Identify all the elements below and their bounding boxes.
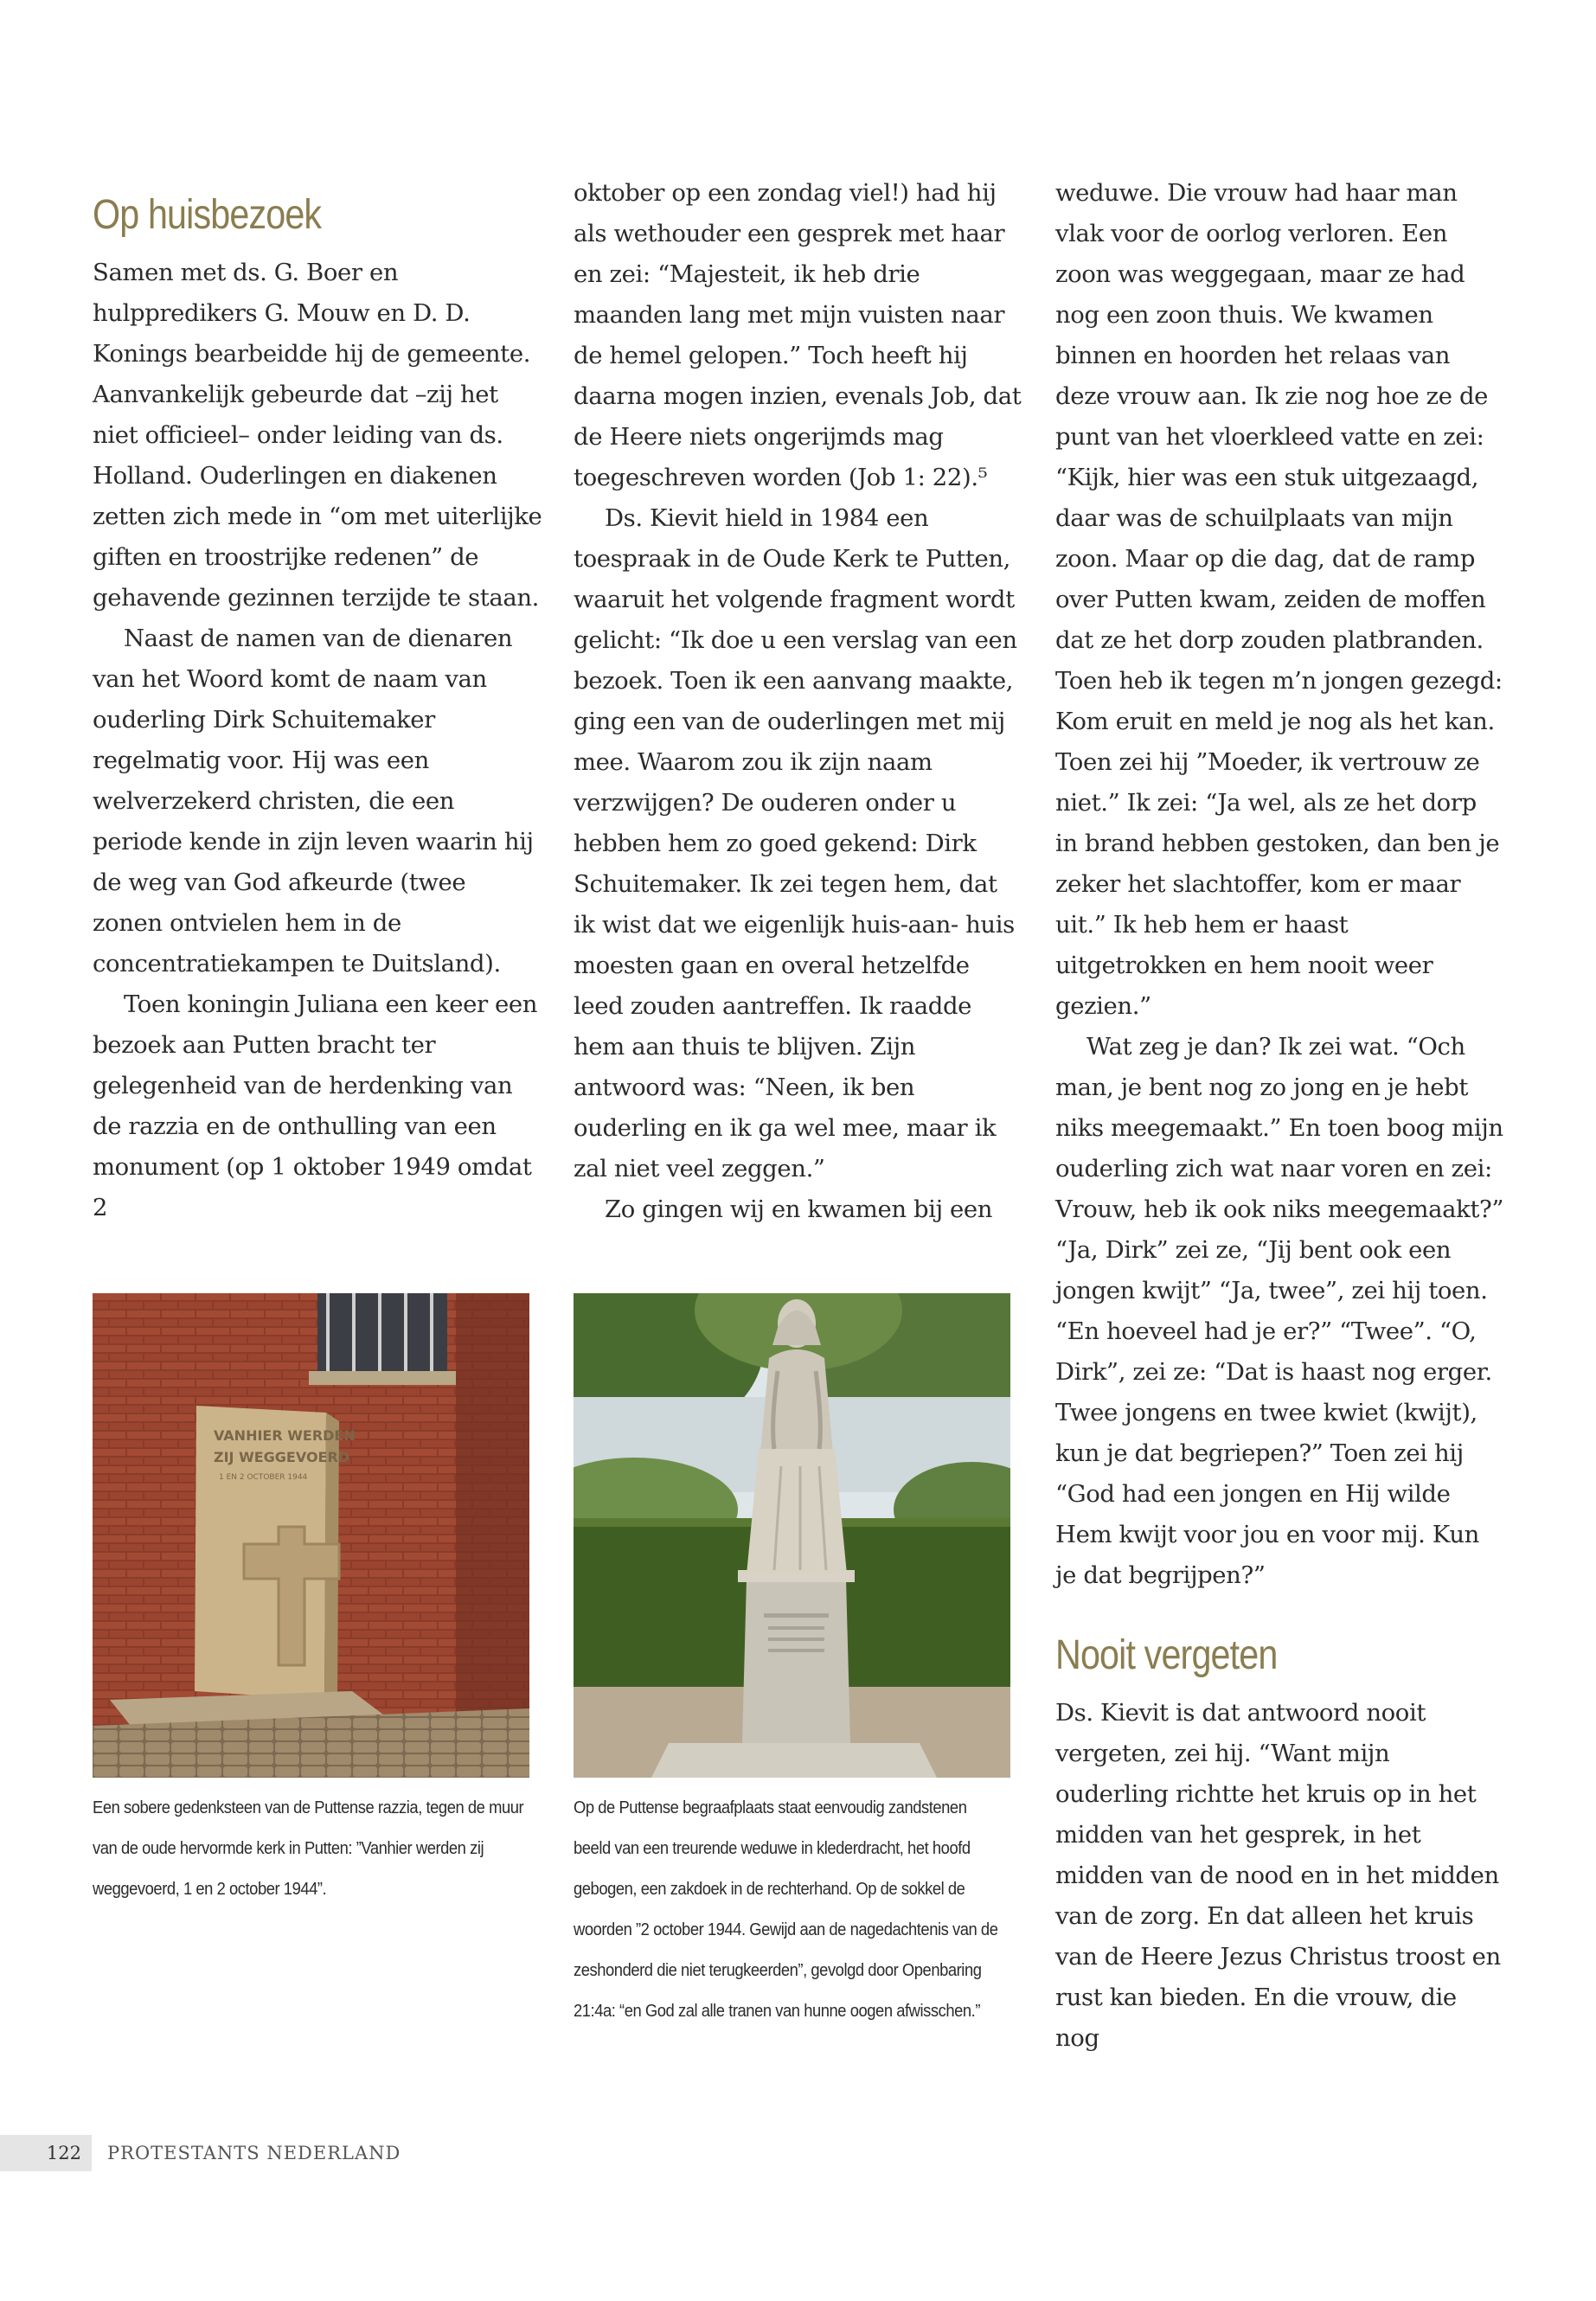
figure-caption: Een sobere gedenksteen van de Puttense razzia, tegen de muur van de oude hervormde kerk in Putten: ”Vanhier werden zij weggevoerd, 1 en 2 october 1944”. [93, 1798, 524, 1899]
section-heading-nooit-vergeten: Nooit vergeten [1055, 1632, 1278, 1678]
paragraph: Zo gingen wij en kwamen bij een [605, 1195, 993, 1223]
memorial-stone-photo [93, 1293, 529, 1778]
stone-inscription: VANHIER WERDEN [214, 1427, 356, 1444]
paragraph: Ds. Kievit is dat antwoord nooit vergeten, zei hij. “Want mijn ouderling richtte het kruis op in het midden van het gesprek, in het midden van de nood en in het midden van de zorg. En dat alleen het kruis van de Heere Jezus Christus troost en rust kan bieden. En die vrouw, die nog [1055, 1699, 1501, 2052]
section-heading-op-huisbezoek: Op huisbezoek [93, 192, 322, 238]
column-1 [93, 173, 542, 1228]
widow-statue-photo [574, 1293, 1010, 1778]
paragraph: weduwe. Die vrouw had haar man vlak voor de oorlog verloren. Een zoon was weggegaan, maar ze had nog een zoon thuis. We kwamen binnen en hoorden het relaas van deze vrouw aan. Ik zie nog hoe ze de punt van het vloerkleed vatte en zei: “Kijk, hier was een stuk uitgezaagd, daar was de schuilplaats van mijn zoon. Maar op die dag, dat de ramp over Putten kwam, zeiden de moffen dat ze het dorp zouden platbranden. Toen heb ik tegen m’n jongen gezegd: Kom eruit en meld je nog als het kan. Toen zei hij ”Moeder, ik vertrouw ze niet.” Ik zei: “Ja wel, als ze het dorp in brand hebben gestoken, dan ben je zeker het slachtoffer, kom er maar uit.” Ik heb hem er haast uitgetrokken en hem nooit weer gezien.” [1055, 179, 1503, 1020]
figure-widow-statue [574, 1293, 1010, 2032]
paragraph: oktober op een zondag viel!) had hij als wethouder een gesprek met haar en zei: “Majesteit, ik heb drie maanden lang met mijn vuisten naar de hemel gelopen.” Toch heeft hij daarna mogen inzien, evenals Job, dat de Heere niets ongerijmds mag toegeschreven worden (Job 1: 22).⁵ [574, 179, 1022, 491]
paragraph: Ds. Kievit hield in 1984 een toespraak in de Oude Kerk te Putten, waaruit het volgende fragment wordt gelicht: “Ik doe u een verslag van een bezoek. Toen ik een aanvang maakte, ging een van de ouderlingen met mij mee. Waarom zou ik zijn naam verzwijgen? De ouderen onder u hebben hem zo goed gekend: Dirk Schuitemaker. Ik zei tegen hem, dat ik wist dat we eigenlijk huis-aan- huis moesten gaan en overal hetzelfde leed zouden aantreffen. Ik raadde hem aan thuis te blijven. Zijn antwoord was: “Neen, ik ben ouderling en ik ga wel mee, maar ik zal niet veel zeggen.” [574, 504, 1017, 1183]
paragraph: Wat zeg je dan? Ik zei wat. “Och man, je bent nog zo jong en je hebt niks meegemaakt.” En toen boog mijn ouderling zich wat naar voren en zei: Vrouw, heb ik ook niks meegemaakt?” “Ja, Dirk” zei ze, “Jij bent ook een jongen kwijt” “Ja, twee”, zei hij toen. “En hoeveel had je er?” “Twee”. “O, Dirk”, zei ze: “Dat is haast nog erger. Twee jongens en twee kwiet (kwijt), kun je dat begriepen?” Toen zei hij “God had een jongen en Hij wilde Hem kwijt voor jou en voor mij. Kun je dat begrijpen?” [1055, 1033, 1503, 1589]
figure-caption: Op de Puttense begraafplaats staat eenvoudig zandstenen beeld van een treurende weduwe in klederdracht, het hoofd gebogen, een zakdoek in de rechterhand. Op de sokkel de woorden ”2 october 1944. Gewijd aan de nagedachtenis van de zeshonderd die niet terugkeerden”, gevolgd door Openbaring 21:4a: “en God zal alle tranen van hunne oogen afwisschen.” [574, 1798, 998, 2021]
paragraph: Samen met ds. G. Boer en hulppredikers G. Mouw en D. D. Konings bearbeidde hij de gemeente. Aanvankelijk gebeurde dat –zij het niet officieel– onder leiding van ds. Holland. Ouderlingen en diakenen zetten zich mede in “om met uiterlijke giften en troostrijke redenen” de gehavende gezinnen terzijde te staan. [93, 259, 542, 612]
page-footer [0, 2135, 450, 2171]
page-number: 122 [0, 2135, 92, 2171]
publication-name: PROTESTANTS NEDERLAND [107, 2143, 401, 2163]
stone-inscription: ZIJ WEGGEVOERD [214, 1449, 350, 1465]
paragraph: Naast de namen van de dienaren van het Woord komt de naam van ouderling Dirk Schuitemaker regelmatig voor. Hij was een welverzekerd christen, die een periode kende in zijn leven waarin hij de weg van God afkeurde (twee zonen ontvielen hem in de concentratiekampen te Duitsland). [93, 625, 534, 977]
column-2 [574, 173, 1023, 1230]
stone-inscription: 1 EN 2 OCTOBER 1944 [219, 1473, 308, 1482]
column-3 [1055, 173, 1505, 2059]
figure-memorial-stone [93, 1293, 529, 1910]
paragraph: Toen koningin Juliana een keer een bezoek aan Putten bracht ter gelegenheid van de herdenking van de razzia en de onthulling van een monument (op 1 oktober 1949 omdat 2 [93, 990, 538, 1221]
